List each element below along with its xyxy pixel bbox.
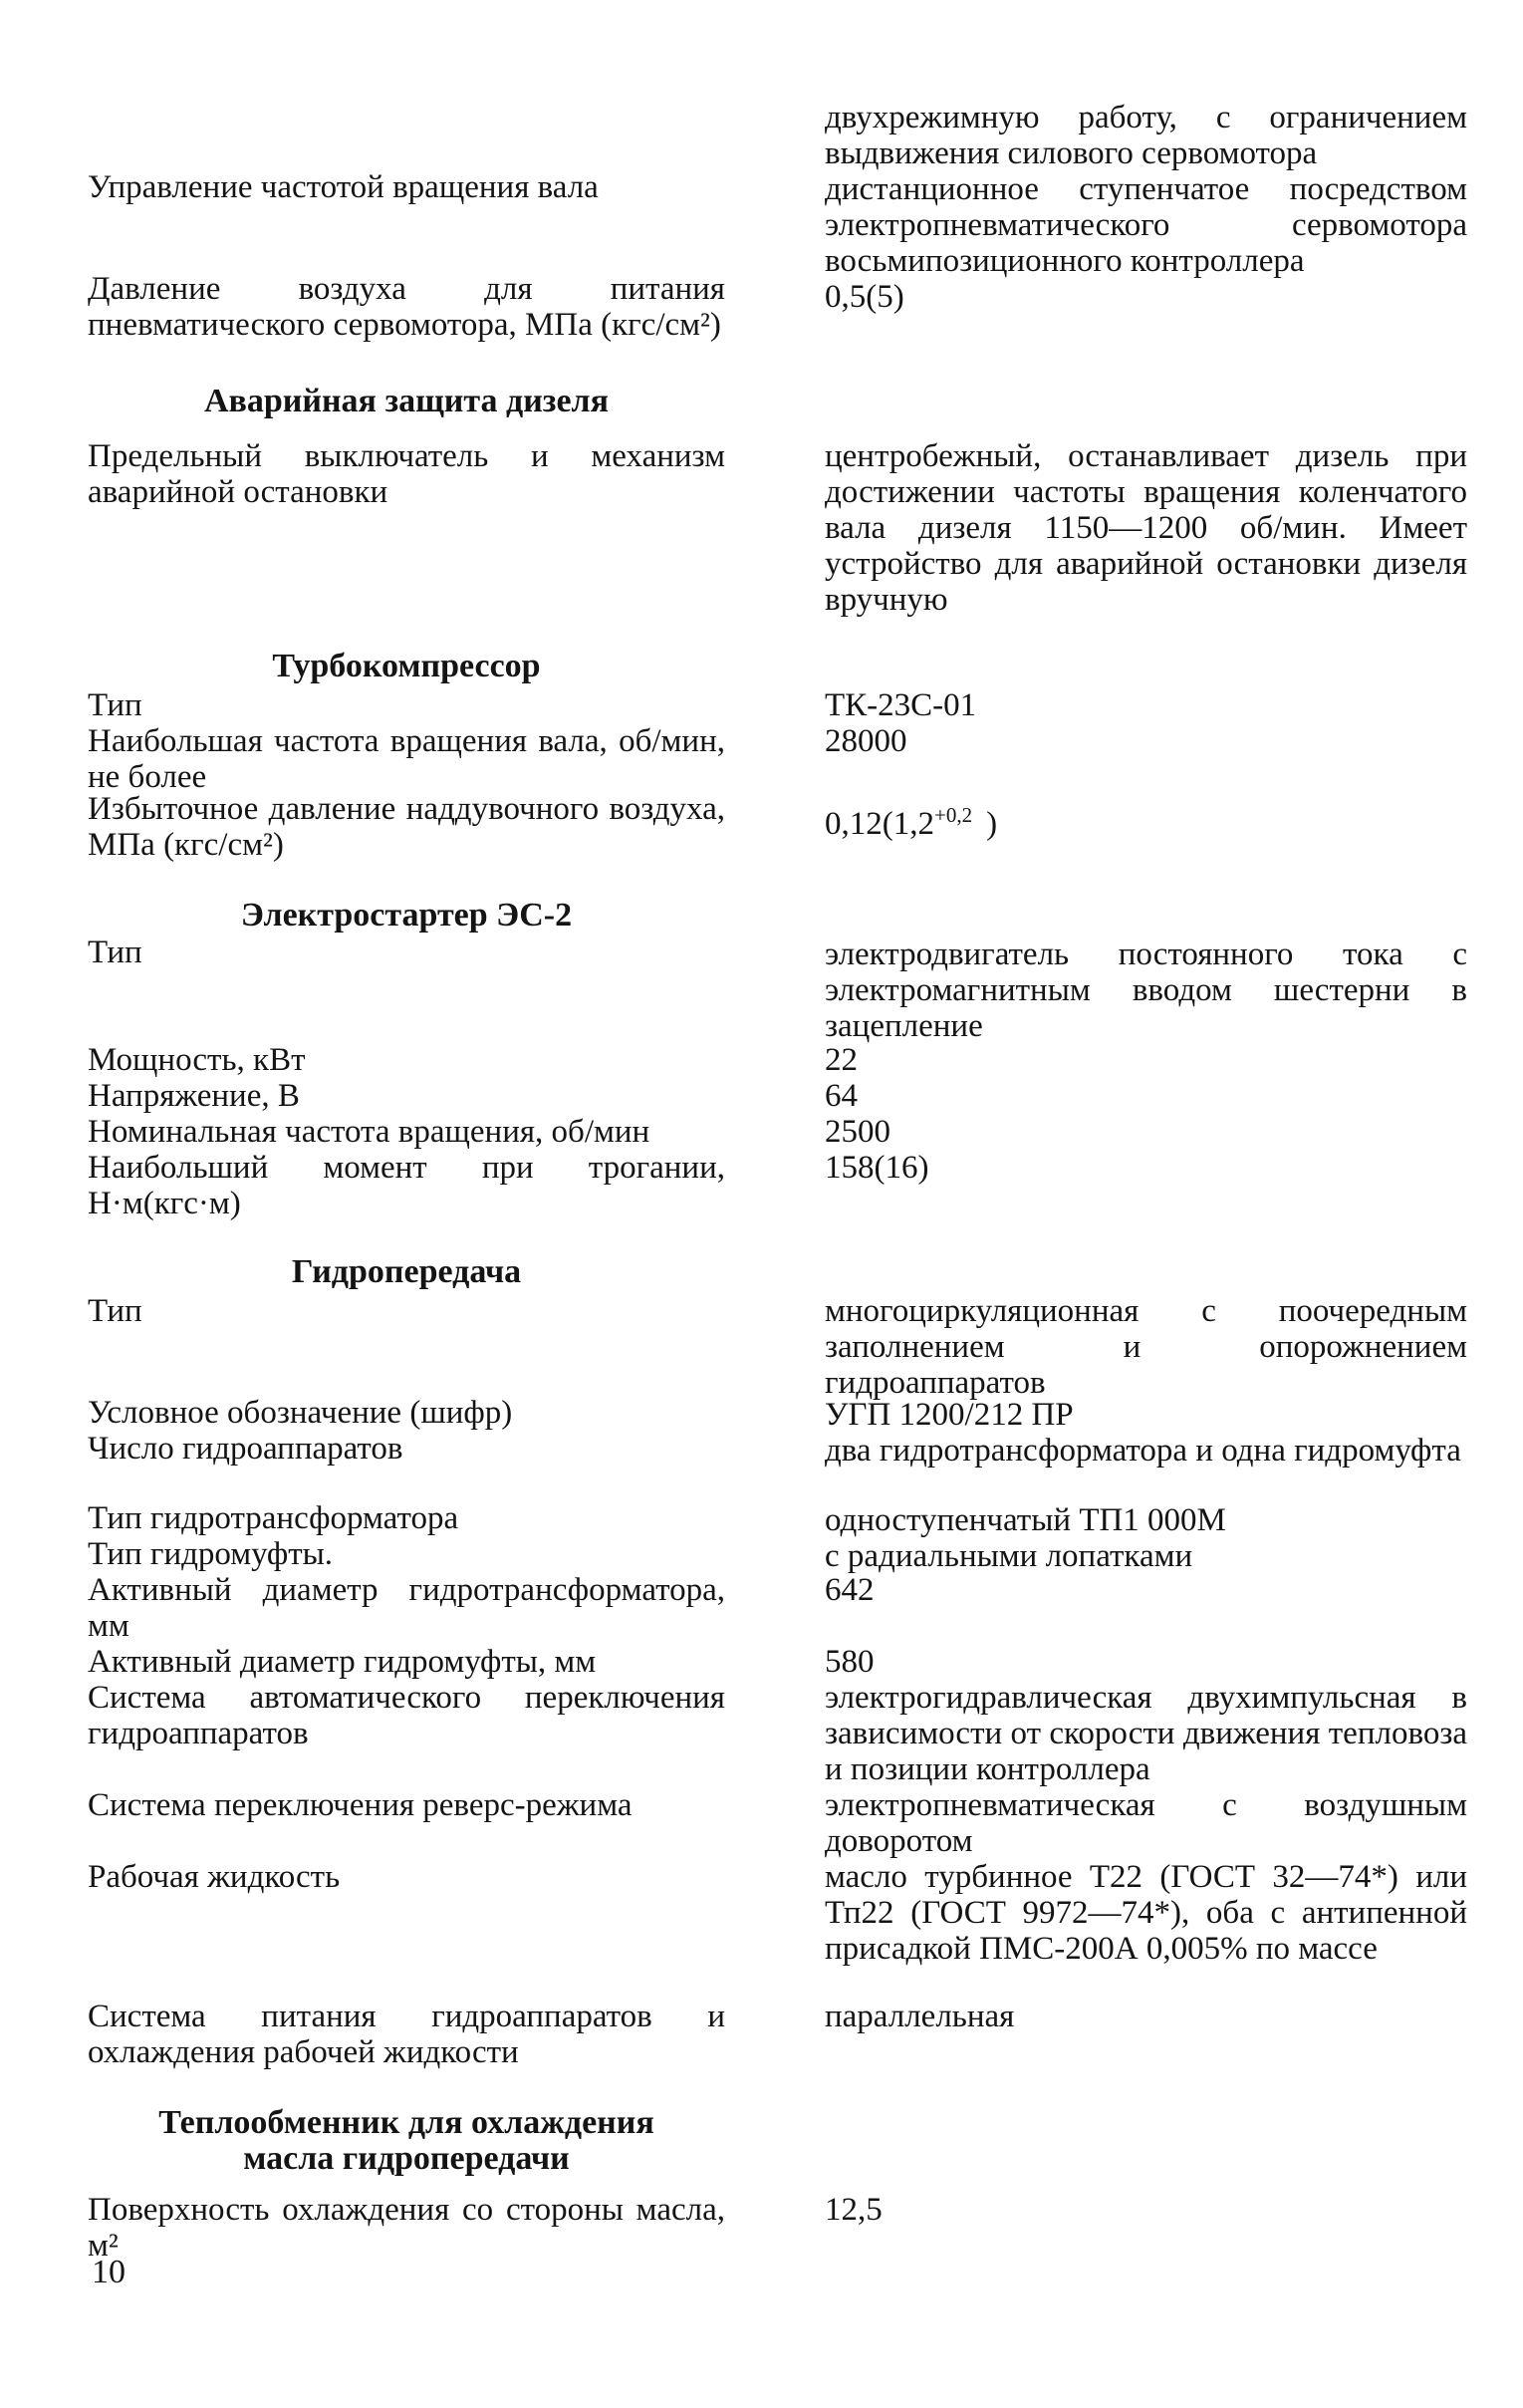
value-working-fluid: масло турбинное Т22 (ГОСТ 32—74*) или Тп22 (ГОСТ 9972—74*), оба с антипенной присадкой ПМС-200А 0,005% по массе [825, 1859, 1467, 1967]
page-number: 10 [92, 2254, 126, 2290]
value-turbo-max-speed: 28000 [825, 723, 907, 759]
label-boost-pressure: Избыточное давление наддувочного воздуха, МПа (кгс/см²) [88, 791, 725, 863]
label-turbo-type: Тип [88, 687, 142, 723]
label-reverse-switching-system: Система переключения реверс-режима [88, 1787, 633, 1823]
value-boost-pressure [825, 797, 1467, 842]
label-torque-converter-type: Тип гидротрансформатора [88, 1500, 459, 1536]
label-working-fluid: Рабочая жидкость [88, 1859, 341, 1895]
value-torque-converter-type: одноступенчатый ТП1 000М [825, 1502, 1226, 1538]
value-fluid-coupling-type: с радиальными лопатками [825, 1538, 1193, 1574]
label-feed-cooling-system: Система питания гидроаппаратов и охлаждения рабочей жидкости [88, 1999, 725, 2070]
value-shaft-speed-control: дистанционное ступенчатое посредством электропневматического сервомотора восьмипозиционного контроллера [825, 171, 1467, 279]
heading-heat-exchanger-line2: масла гидропередачи [243, 2140, 570, 2177]
value-starter-type: электродвигатель постоянного тока с электромагнитным вводом шестерни в зацепление [825, 936, 1467, 1044]
label-shaft-speed-control: Управление частотой вращения вала [88, 169, 599, 205]
label-servo-air-pressure: Давление воздуха для питания пневматического сервомотора, МПа (кгс/см²) [88, 271, 725, 343]
label-starter-power: Мощность, кВт [88, 1042, 306, 1078]
label-starter-rated-speed: Номинальная частота вращения, об/мин [88, 1114, 650, 1150]
value-limit-switch: центробежный, останавливает дизель при достижении частоты вращения коленчатого вала дизеля 1150—1200 об/мин. Имеет устройство для аварийной остановки дизеля вручную [825, 438, 1467, 618]
heading-turbocharger: Турбокомпрессор [272, 648, 541, 684]
value-starter-power: 22 [825, 1042, 858, 1078]
value-hydro-code: УГП 1200/212 ПР [825, 1397, 1074, 1433]
value-auto-switching-system: электрогидравлическая двухимпульсная в зависимости от скорости движения тепловоза и позиции контроллера [825, 1680, 1467, 1787]
label-hydro-code: Условное обозначение (шифр) [88, 1395, 513, 1431]
boost-pressure-base: 0,12(1,2 [825, 806, 934, 842]
value-hydro-units-count: два гидротрансформатора и одна гидромуфта [825, 1433, 1461, 1469]
value-turbo-type: ТК-23С-01 [825, 687, 977, 723]
heading-heat-exchanger-line1: Теплообменник для охлаждения [158, 2104, 654, 2141]
heading-electric-starter: Электростартер ЭС-2 [240, 897, 573, 934]
label-starter-voltage: Напряжение, В [88, 1078, 300, 1114]
label-starter-max-torque: Наибольший момент при трогании, Н·м(кгс·м) [88, 1150, 725, 1221]
label-fluid-coupling-type: Тип гидромуфты. [88, 1536, 334, 1572]
value-speed-regulator-mode: двухрежимную работу, с ограничением выдвижения силового сервомотора [825, 100, 1467, 171]
value-servo-air-pressure: 0,5(5) [825, 279, 904, 315]
value-hydro-type: многоциркуляционная с поочередным заполнением и опорожнением гидроаппаратов [825, 1293, 1467, 1401]
value-reverse-switching-system: электропневматическая с воздушным доворотом [825, 1787, 1467, 1859]
label-cooling-surface: Поверхность охлаждения со стороны масла, м² [88, 2192, 725, 2264]
label-hydro-units-count: Число гидроаппаратов [88, 1431, 403, 1467]
label-turbo-max-speed: Наибольшая частота вращения вала, об/мин, не более [88, 723, 725, 795]
value-starter-voltage: 64 [825, 1078, 858, 1114]
value-starter-max-torque: 158(16) [825, 1150, 929, 1186]
label-limit-switch: Предельный выключатель и механизм аварийной остановки [88, 438, 725, 510]
value-coupling-diameter: 580 [825, 1644, 875, 1680]
heading-emergency-protection: Аварийная защита дизеля [203, 383, 610, 419]
label-hydro-type: Тип [88, 1293, 142, 1329]
label-starter-type: Тип [88, 935, 142, 970]
value-converter-diameter: 642 [825, 1572, 875, 1608]
value-feed-cooling-system: параллельная [825, 1999, 1015, 2034]
value-starter-rated-speed: 2500 [825, 1114, 890, 1150]
label-auto-switching-system: Система автоматического переключения гидроаппаратов [88, 1680, 725, 1751]
boost-pressure-close: ) [986, 806, 998, 842]
label-converter-diameter: Активный диаметр гидротрансформатора, мм [88, 1572, 725, 1644]
label-coupling-diameter: Активный диаметр гидромуфты, мм [88, 1644, 597, 1680]
value-cooling-surface: 12,5 [825, 2192, 883, 2228]
boost-pressure-tolerance: +0,2 [934, 803, 973, 827]
heading-hydraulic-transmission: Гидропередача [291, 1253, 522, 1290]
